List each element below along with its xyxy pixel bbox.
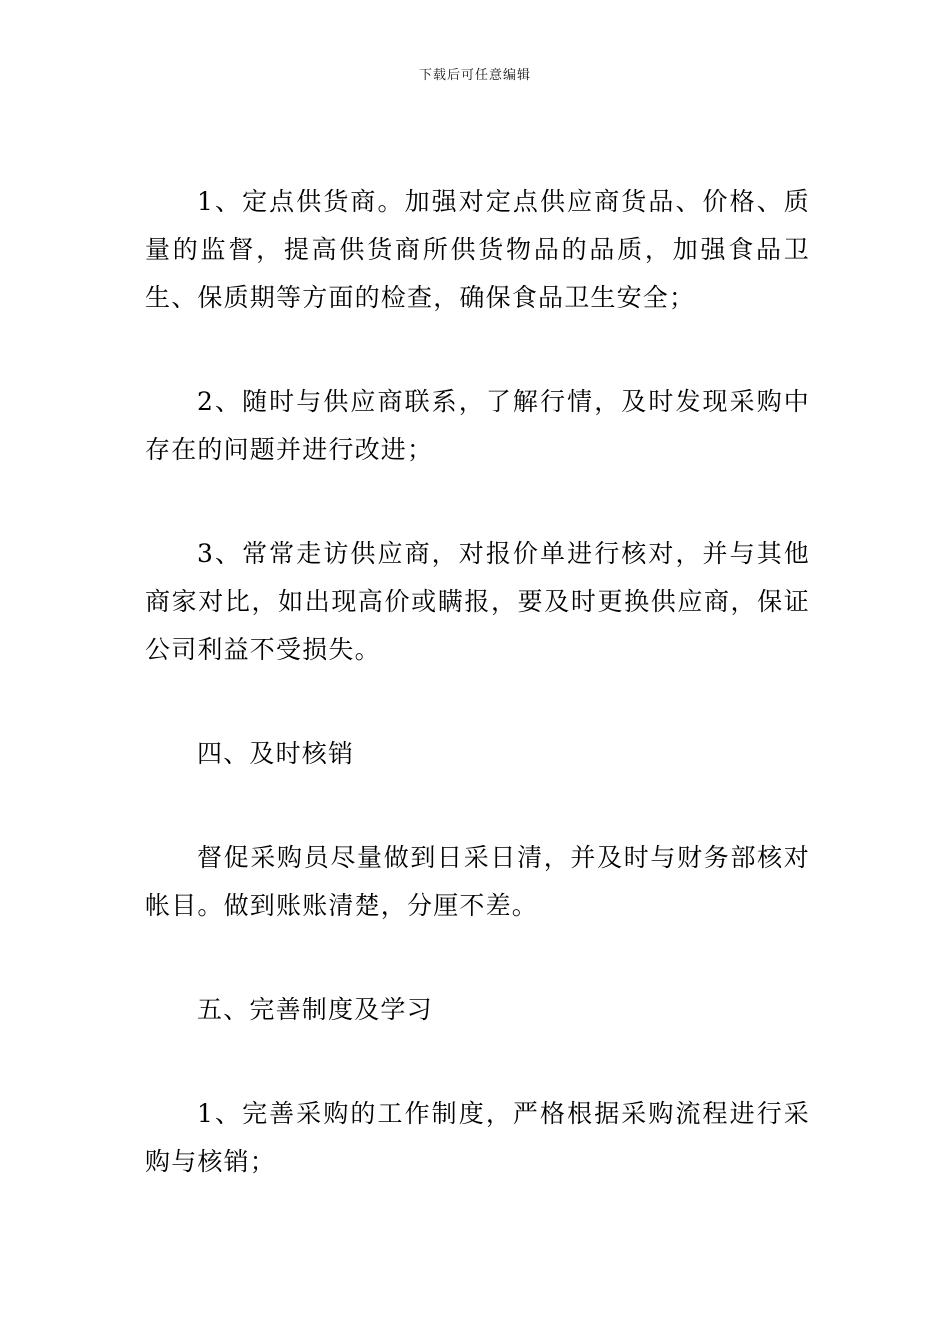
paragraph-daily-reconciliation: 督促采购员尽量做到日采日清，并及时与财务部核对帐目。做到账账清楚，分厘不差。	[145, 843, 810, 920]
header-note: 下载后可任意编辑	[418, 68, 531, 83]
section-heading-timely-writeoff: 四、及时核销	[197, 739, 355, 768]
paragraph-procurement-rules: 1、完善采购的工作制度，严格根据采购流程进行采购与核销；	[145, 1099, 810, 1176]
paragraph-supplier-designation: 1、定点供货商。加强对定点供应商货品、价格、质量的监督，提高供货商所供货物品的品质，加强食品卫生、保质期等方面的检查，确保食品卫生安全；	[145, 187, 810, 312]
paragraph-supplier-contact: 2、随时与供应商联系，了解行情，及时发现采购中存在的问题并进行改进；	[145, 387, 810, 464]
paragraph-supplier-visits: 3、常常走访供应商，对报价单进行核对，并与其他商家对比，如出现高价或瞒报，要及时更换供应商，保证公司利益不受损失。	[145, 539, 810, 664]
document-body	[145, 178, 810, 1186]
section-heading-improve-system: 五、完善制度及学习	[197, 995, 433, 1024]
